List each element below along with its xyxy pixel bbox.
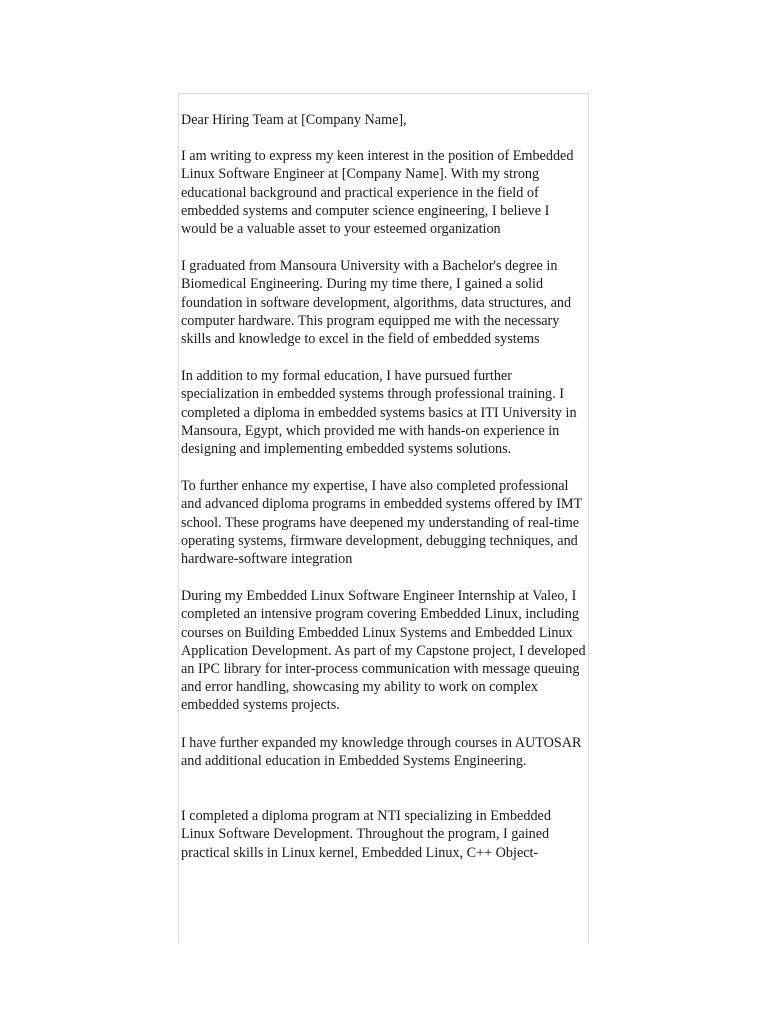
letter-body <box>181 111 586 881</box>
letter-greeting: Dear Hiring Team at [Company Name], <box>181 112 407 128</box>
paragraph-nti-diploma: I completed a diploma program at NTI specializing in Embedded Linux Software Development. Throughout the program, I gained practical skills in Linux kernel, Embedded Linux, C++ Object- <box>181 808 551 861</box>
paragraph-intro: I am writing to express my keen interest in the position of Embedded Linux Software Engineer at [Company Name]. With my strong educational background and practical experience in the field of embedded systems and computer science engineering, I believe I would be a valuable asset to your esteemed organization <box>181 148 574 238</box>
paragraph-autosar: I have further expanded my knowledge through courses in AUTOSAR and additional education in Embedded Systems Engineering. <box>181 734 582 769</box>
paragraph-imt-diplomas: To further enhance my expertise, I have also completed professional and advanced diploma programs in embedded systems offered by IMT school. These programs have deepened my understanding of real-time operating systems, firmware development, debugging techniques, and hardware-software integration <box>181 478 582 568</box>
paragraph-valeo-internship: During my Embedded Linux Software Engineer Internship at Valeo, I completed an intensive program covering Embedded Linux, including courses on Building Embedded Linux Systems and Embedded Linux Application Development. As part of my Capstone project, I developed an IPC library for inter-process communication with message queuing and error handling, showcasing my ability to work on complex embedded systems projects. <box>181 588 586 714</box>
document-page <box>178 93 589 943</box>
paragraph-education: I graduated from Mansoura University with a Bachelor's degree in Biomedical Engineering. During my time there, I gained a solid foundation in software development, algorithms, data structures, and computer hardware. This program equipped me with the necessary skills and knowledge to excel in the field of embedded systems <box>181 258 572 348</box>
paragraph-iti-training: In addition to my formal education, I have pursued further specialization in embedded systems through professional training. I completed a diploma in embedded systems basics at ITI University in Mansoura, Egypt, which provided me with hands-on experience in designing and implementing embedded systems solutions. <box>181 368 577 458</box>
